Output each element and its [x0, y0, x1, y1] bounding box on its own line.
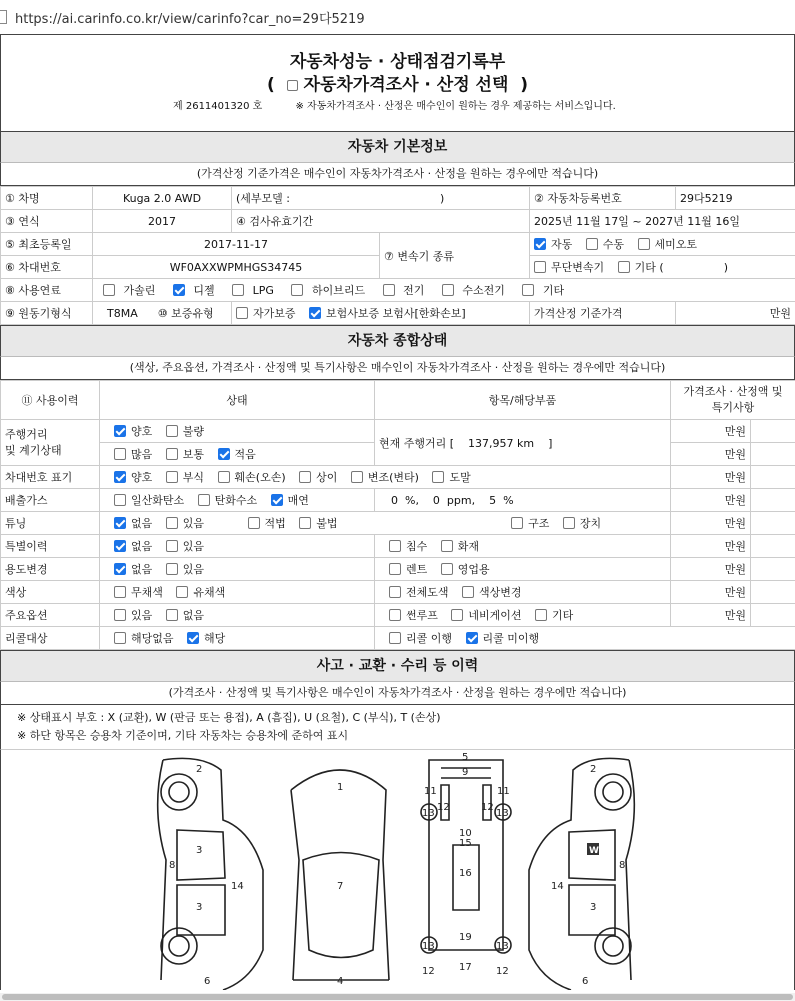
usage-none-label: 없음 — [131, 563, 153, 576]
first-reg-label: ⑤ 최초등록일 — [1, 233, 93, 256]
emission-co-label: 일산화탄소 — [131, 494, 185, 507]
first-reg-value: 2017-11-17 — [93, 233, 380, 256]
year-label: ③ 연식 — [1, 210, 93, 233]
basic-info-header: 자동차 기본정보 — [0, 131, 795, 163]
transmission-label: ⑦ 변속기 종류 — [380, 233, 530, 279]
basic-info-table — [0, 186, 795, 325]
special-flood-checkbox[interactable] — [389, 540, 401, 552]
part-label-5: 5 — [462, 752, 469, 763]
overall-status-table — [0, 380, 795, 650]
usage-exist-checkbox[interactable] — [166, 563, 178, 575]
trans-auto-label: 자동 — [551, 238, 573, 251]
inspection-document — [0, 34, 795, 990]
usage-label: 용도변경 — [1, 558, 100, 581]
trans-manual-checkbox[interactable] — [586, 238, 598, 250]
accident-legend — [0, 705, 795, 749]
trans-other-checkbox[interactable] — [618, 261, 630, 273]
usage-none-checkbox[interactable] — [114, 563, 126, 575]
col-state: 상태 — [100, 381, 375, 420]
color-label: 색상 — [1, 581, 100, 604]
part-label-19: 19 — [459, 932, 472, 943]
usage-business-checkbox[interactable] — [441, 563, 453, 575]
part-label-13-left: 13 — [422, 808, 435, 819]
price-survey-checkbox[interactable] — [287, 80, 298, 91]
color-options — [100, 581, 375, 604]
part-label-8-left: 8 — [169, 860, 176, 871]
mileage-price-1: 만원 — [671, 420, 751, 443]
mileage-note-1 — [751, 420, 795, 443]
part-label-15: 15 — [459, 838, 472, 849]
mileage-label-line1: 주행거리 — [5, 427, 48, 441]
paren-open: ( — [266, 75, 275, 95]
col-price-line2: 특기사항 — [711, 401, 755, 414]
options-label: 주요옵션 — [1, 604, 100, 627]
emission-smoke-checkbox[interactable] — [271, 494, 283, 506]
scrollbar-thumb[interactable] — [2, 994, 793, 1000]
detail-model-label: (세부모델 : — [236, 192, 290, 205]
usage-price: 만원 — [671, 558, 751, 581]
usage-exist-label: 있음 — [182, 563, 205, 576]
detail-model-close: ) — [440, 192, 445, 205]
mileage-few-label: 적음 — [234, 448, 256, 461]
mileage-price-2: 만원 — [671, 443, 751, 466]
tuning-note — [751, 512, 795, 535]
part-label-9: 9 — [462, 767, 469, 778]
part-label-14-right: 14 — [551, 881, 564, 892]
color-note — [751, 581, 795, 604]
legend-note: ※ 하단 항목은 승용차 기준이며, 기타 자동차는 승용차에 준하여 표시 — [17, 729, 349, 742]
tuning-exist-checkbox[interactable] — [166, 517, 178, 529]
part-label-14-left: 14 — [231, 881, 244, 892]
tuning-legal-label: 적법 — [264, 517, 286, 530]
mileage-normal-label: 보통 — [182, 448, 205, 461]
emission-co-checkbox[interactable] — [114, 494, 126, 506]
recall-done-label: 리콜 이행 — [406, 632, 453, 645]
detail-model — [232, 187, 530, 210]
mileage-normal-checkbox[interactable] — [166, 448, 178, 460]
paren-close: ) — [520, 75, 529, 95]
mileage-label-line2: 및 계기상태 — [5, 443, 62, 457]
price-unit: 만원 — [676, 302, 795, 325]
part-label-16: 16 — [459, 868, 472, 879]
part-label-3a-left: 3 — [196, 845, 203, 856]
car-name-label: ① 차명 — [1, 187, 93, 210]
color-items — [375, 581, 671, 604]
tuning-options — [100, 512, 671, 535]
warranty-self-label: 자가보증 — [253, 307, 296, 320]
color-fullpaint-label: 전체도색 — [406, 586, 449, 599]
mileage-current — [375, 420, 671, 466]
recall-na-checkbox[interactable] — [114, 632, 126, 644]
vin-corrode-checkbox[interactable] — [166, 471, 178, 483]
part-label-3-right: 3 — [590, 902, 597, 913]
special-options — [100, 535, 375, 558]
reg-no-label: ② 자동차등록번호 — [530, 187, 676, 210]
trans-semi-label: 세미오토 — [654, 238, 698, 251]
vin-mark-options — [100, 466, 671, 489]
trans-manual-label: 수동 — [602, 238, 625, 251]
color-chromatic-label: 유채색 — [193, 586, 226, 599]
mileage-current-label: 현재 주행거리 [ — [379, 436, 455, 450]
vin-mark-label: 차대번호 표기 — [1, 466, 100, 489]
special-price: 만원 — [671, 535, 751, 558]
engine-value: T8MA — [107, 307, 138, 320]
options-exist-label: 있음 — [131, 609, 153, 622]
emission-hc-label: 탄화수소 — [214, 494, 258, 507]
col-items: 항목/해당부품 — [375, 381, 671, 420]
part-label-11-left: 11 — [424, 786, 437, 797]
fuel-lpg-checkbox[interactable] — [232, 284, 244, 296]
special-exist-label: 있음 — [182, 540, 205, 553]
tuning-device-checkbox[interactable] — [563, 517, 575, 529]
basic-info-subheader: (가격산정 기준가격은 매수인이 자동차가격조사 · 산정을 원하는 경우에만 적습니다) — [0, 163, 795, 186]
fuel-lpg-label: LPG — [252, 284, 274, 297]
accident-subheader: (가격조사 · 산정액 및 특기사항은 매수인이 자동차가격조사 · 산정을 원하는 경우에만 적습니다) — [0, 682, 795, 705]
vin-diff-label: 상이 — [316, 471, 338, 484]
options-other-label: 기타 — [552, 609, 574, 622]
color-change-label: 색상변경 — [479, 586, 522, 599]
tuning-struct-checkbox[interactable] — [511, 517, 523, 529]
part-label-12-left: 12 — [437, 802, 450, 813]
mileage-many-checkbox[interactable] — [114, 448, 126, 460]
part-label-13-lower-left: 13 — [422, 941, 435, 952]
mileage-few-checkbox[interactable] — [218, 448, 230, 460]
tuning-struct-label: 구조 — [528, 517, 550, 530]
meter-bad-checkbox[interactable] — [166, 425, 178, 437]
vin-altered-checkbox[interactable] — [351, 471, 363, 483]
tuning-none-label: 없음 — [131, 517, 153, 530]
vin-label: ⑥ 차대번호 — [1, 256, 93, 279]
trans-other-label: 기타 ( — [634, 261, 664, 274]
tuning-exist-label: 있음 — [182, 517, 205, 530]
reg-no-value: 29다5219 — [676, 187, 795, 210]
inspect-label: ④ 검사유효기간 — [232, 210, 530, 233]
vin-mark-note — [751, 466, 795, 489]
url-text[interactable]: https://ai.carinfo.co.kr/view/carinfo?car_no=29다5219 — [15, 11, 365, 27]
tuning-price: 만원 — [671, 512, 751, 535]
special-fire-checkbox[interactable] — [441, 540, 453, 552]
fuel-options — [93, 279, 795, 302]
usage-options — [100, 558, 375, 581]
transmission-row1 — [530, 233, 795, 256]
warranty-insurance-label: 보험사보증 보험사[한화손보] — [326, 307, 466, 320]
fuel-hybrid-label: 하이브리드 — [311, 284, 366, 297]
recall-not-checkbox[interactable] — [466, 632, 478, 644]
options-none-label: 없음 — [182, 609, 205, 622]
special-items — [375, 535, 671, 558]
emission-values: 0 %, 0 ppm, 5 % — [375, 489, 671, 512]
vin-mark-price: 만원 — [671, 466, 751, 489]
recall-done-checkbox[interactable] — [389, 632, 401, 644]
options-items — [375, 604, 671, 627]
options-navi-checkbox[interactable] — [451, 609, 463, 621]
document-title-block — [0, 34, 795, 131]
options-exist-checkbox[interactable] — [114, 609, 126, 621]
vin-value: WF0AXXWPMHGS34745 — [93, 256, 380, 279]
part-label-12-right: 12 — [481, 802, 494, 813]
overall-status-subheader: (색상, 주요옵션, 가격조사 · 산정액 및 특기사항은 매수인이 자동차가격조사 · 산정을 원하는 경우에만 적습니다) — [0, 357, 795, 380]
mileage-value: 137,957 km — [468, 436, 535, 450]
document-subtitle — [1, 70, 794, 95]
fuel-other-checkbox[interactable] — [522, 284, 534, 296]
part-label-4: 4 — [337, 976, 344, 987]
car-damage-diagram — [0, 749, 795, 990]
usage-rent-label: 렌트 — [406, 563, 428, 576]
special-none-checkbox[interactable] — [114, 540, 126, 552]
fuel-hydrogen-label: 수소전기 — [462, 284, 505, 297]
special-exist-checkbox[interactable] — [166, 540, 178, 552]
vin-diff-checkbox[interactable] — [299, 471, 311, 483]
warranty-self-checkbox[interactable] — [236, 307, 248, 319]
col-price-line1: 가격조사 · 산정액 및 — [683, 385, 783, 398]
recall-applicable-checkbox[interactable] — [187, 632, 199, 644]
warranty-insurance-checkbox[interactable] — [309, 307, 321, 319]
part-label-10: 10 — [459, 828, 472, 839]
color-change-checkbox[interactable] — [462, 586, 474, 598]
document-title: 자동차성능 · 상태점검기록부 — [289, 52, 506, 72]
fuel-gasoline-checkbox[interactable] — [103, 284, 115, 296]
fuel-diesel-checkbox[interactable] — [173, 284, 185, 296]
part-label-11-right: 11 — [497, 786, 510, 797]
vin-damaged-label: 훼손(오손) — [234, 471, 286, 484]
part-label-2-right: 2 — [590, 764, 597, 775]
tuning-label: 튜닝 — [1, 512, 100, 535]
damage-mark-w-text: W — [589, 846, 599, 856]
part-label-13-lower-right: 13 — [496, 941, 509, 952]
mileage-note-2 — [751, 443, 795, 466]
part-label-12-lower-right: 12 — [496, 966, 509, 977]
vin-damaged-checkbox[interactable] — [218, 471, 230, 483]
emission-options — [100, 489, 375, 512]
service-note: ※ 자동차가격조사 · 산정은 매수인이 원하는 경우 제공하는 서비스입니다. — [295, 101, 616, 112]
special-flood-label: 침수 — [406, 540, 428, 553]
engine-label: ⑨ 원동기형식 — [1, 302, 93, 325]
tuning-device-label: 장치 — [579, 517, 602, 530]
car-name-value: Kuga 2.0 AWD — [93, 187, 232, 210]
usage-note — [751, 558, 795, 581]
meter-bad-label: 불량 — [182, 425, 205, 438]
part-label-1: 1 — [337, 782, 344, 793]
options-sunroof-label: 썬루프 — [406, 609, 438, 622]
special-none-label: 없음 — [131, 540, 153, 553]
trans-semi-checkbox[interactable] — [638, 238, 650, 250]
document-number: 제 2611401320 호 — [173, 101, 263, 112]
options-navi-label: 네비게이션 — [468, 609, 522, 622]
part-label-12-lower-left: 12 — [422, 966, 435, 977]
recall-label: 리콜대상 — [1, 627, 100, 650]
inspect-period: 2025년 11월 17일 ~ 2027년 11월 16일 — [530, 210, 795, 233]
page-info-icon[interactable] — [0, 10, 7, 24]
part-label-2-left: 2 — [196, 764, 203, 775]
usage-rent-checkbox[interactable] — [389, 563, 401, 575]
mileage-label — [1, 420, 100, 466]
recall-items — [375, 627, 795, 650]
emission-smoke-label: 매연 — [287, 494, 309, 507]
tuning-legal-checkbox[interactable] — [248, 517, 260, 529]
special-label: 특별이력 — [1, 535, 100, 558]
fuel-other-label: 기타 — [542, 284, 565, 297]
part-label-3b-left: 3 — [196, 902, 203, 913]
year-value: 2017 — [93, 210, 232, 233]
options-price: 만원 — [671, 604, 751, 627]
trans-auto-checkbox[interactable] — [534, 238, 546, 250]
color-chromatic-checkbox[interactable] — [176, 586, 188, 598]
emission-label: 배출가스 — [1, 489, 100, 512]
special-note — [751, 535, 795, 558]
part-label-8-right: 8 — [619, 860, 626, 871]
col-price — [671, 381, 795, 420]
options-none-checkbox[interactable] — [166, 609, 178, 621]
special-fire-label: 화재 — [457, 540, 480, 553]
color-achromatic-checkbox[interactable] — [114, 586, 126, 598]
part-label-6-left: 6 — [204, 976, 211, 987]
vin-altered-label: 변조(변타) — [367, 471, 419, 484]
overall-status-header: 자동차 종합상태 — [0, 325, 795, 357]
mileage-state-row2 — [100, 443, 375, 466]
color-fullpaint-checkbox[interactable] — [389, 586, 401, 598]
car-diagram-svg — [1, 750, 795, 990]
price-label: 가격산정 기준가격 — [530, 302, 676, 325]
transmission-row2 — [530, 256, 795, 279]
part-label-17: 17 — [459, 962, 472, 973]
usage-business-label: 영업용 — [457, 563, 490, 576]
horizontal-scrollbar[interactable] — [0, 993, 795, 1001]
vin-good-label: 양호 — [131, 471, 153, 484]
meter-good-checkbox[interactable] — [114, 425, 126, 437]
engine-warranty-cell — [93, 302, 232, 325]
options-sunroof-checkbox[interactable] — [389, 609, 401, 621]
vin-missing-checkbox[interactable] — [432, 471, 444, 483]
fuel-electric-label: 전기 — [403, 284, 425, 297]
browser-url-bar[interactable] — [0, 0, 795, 35]
fuel-label: ⑧ 사용연료 — [1, 279, 93, 302]
emission-note — [751, 489, 795, 512]
fuel-hybrid-checkbox[interactable] — [291, 284, 303, 296]
recall-na-label: 해당없음 — [131, 632, 174, 645]
trans-cvt-label: 무단변속기 — [551, 261, 605, 274]
options-other-checkbox[interactable] — [535, 609, 547, 621]
accident-header: 사고 · 교환 · 수리 등 이력 — [0, 650, 795, 682]
warranty-options — [232, 302, 530, 325]
recall-applicable-label: 해당 — [204, 632, 226, 645]
fuel-diesel-label: 디젤 — [193, 284, 215, 297]
vin-good-checkbox[interactable] — [114, 471, 126, 483]
mileage-state-row1 — [100, 420, 375, 443]
usage-items — [375, 558, 671, 581]
vin-corrode-label: 부식 — [182, 471, 205, 484]
trans-other-close: ) — [723, 261, 728, 274]
fuel-gasoline-label: 가솔린 — [123, 284, 156, 297]
warranty-label: ⑩ 보증유형 — [157, 307, 214, 320]
emission-hc-checkbox[interactable] — [198, 494, 210, 506]
tuning-illegal-label: 불법 — [316, 517, 338, 530]
options-state — [100, 604, 375, 627]
trans-cvt-checkbox[interactable] — [534, 261, 546, 273]
vin-missing-label: 도말 — [449, 471, 471, 484]
recall-state — [100, 627, 375, 650]
color-price: 만원 — [671, 581, 751, 604]
mileage-close: ] — [548, 436, 553, 450]
fuel-electric-checkbox[interactable] — [383, 284, 395, 296]
tuning-illegal-checkbox[interactable] — [299, 517, 311, 529]
recall-not-label: 리콜 미이행 — [482, 632, 540, 645]
color-achromatic-label: 무채색 — [131, 586, 163, 599]
fuel-hydrogen-checkbox[interactable] — [442, 284, 454, 296]
emission-price: 만원 — [671, 489, 751, 512]
mileage-many-label: 많음 — [131, 448, 153, 461]
options-note — [751, 604, 795, 627]
part-label-13-right: 13 — [496, 808, 509, 819]
part-label-7: 7 — [337, 881, 344, 892]
price-survey-label: 자동차가격조사 · 산정 선택 — [303, 75, 509, 95]
meter-good-label: 양호 — [131, 425, 153, 438]
tuning-none-checkbox[interactable] — [114, 517, 126, 529]
part-label-6-right: 6 — [582, 976, 589, 987]
document-number-line — [173, 97, 616, 112]
col-history: ⑪ 사용이력 — [1, 381, 100, 420]
legend-symbols: ※ 상태표시 부호 : X (교환), W (판금 또는 용접), A (흠집), U (요철), C (부식), T (손상) — [17, 711, 441, 724]
